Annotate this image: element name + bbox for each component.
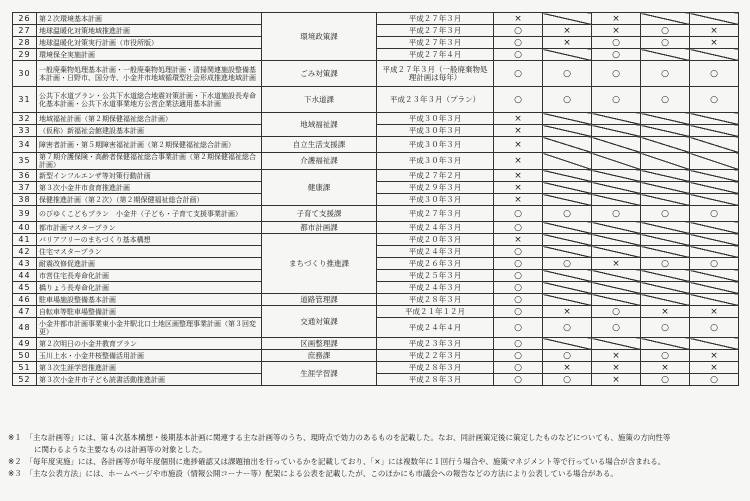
plan-number: 40 bbox=[13, 222, 37, 234]
formulation-date: 平成２２年３月 bbox=[377, 350, 494, 362]
table-row bbox=[13, 234, 739, 246]
not-applicable-cell bbox=[690, 282, 739, 294]
footnote-1-cont: に関わるような主要なものは計画等の対象とした。 bbox=[34, 445, 207, 454]
plan-name: 環境保全実施計画 bbox=[37, 49, 262, 61]
not-applicable-cell bbox=[543, 270, 592, 282]
not-applicable-cell bbox=[690, 222, 739, 234]
formulation-date: 平成２４年３月 bbox=[377, 222, 494, 234]
footnote-2: ※２ 「毎年度実施」には、各計画等が毎年度個別に進捗確認又は課題抽出を行っているかを記載しており、「×」には複数年に１回行う場合や、施策マネジメント等で行っている場合が含まれる。 bbox=[8, 457, 666, 466]
plan-number: 41 bbox=[13, 234, 37, 246]
formulation-date: 平成２３年３月 bbox=[377, 338, 494, 350]
plan-name: 一般廃棄物処理基本計画・一般廃棄物処理計画・清掃関連施設整備基本計画・日野市、国分寺、小金井市地域循環型社会形成推進地域計画 bbox=[37, 61, 262, 87]
not-applicable-cell bbox=[543, 338, 592, 350]
status-mark: ○ bbox=[641, 61, 690, 87]
status-mark: ○ bbox=[641, 37, 690, 49]
status-mark: ○ bbox=[494, 37, 543, 49]
not-applicable-cell bbox=[592, 153, 641, 170]
not-applicable-cell bbox=[543, 137, 592, 153]
formulation-date: 平成２６年３月 bbox=[377, 258, 494, 270]
footnotes bbox=[8, 432, 744, 480]
not-applicable-cell bbox=[592, 125, 641, 137]
plans-table-body bbox=[13, 13, 739, 386]
status-mark: ○ bbox=[690, 61, 739, 87]
not-applicable-cell bbox=[543, 294, 592, 306]
status-mark: ○ bbox=[592, 49, 641, 61]
plan-name: 市営住宅長寿命化計画 bbox=[37, 270, 262, 282]
plans-table-container bbox=[12, 12, 738, 386]
formulation-date: 平成２４年４月 bbox=[377, 318, 494, 338]
department: 区画整理課 bbox=[262, 338, 377, 350]
formulation-date: 平成２７年３月（一般廃棄物処理計画は毎年） bbox=[377, 61, 494, 87]
status-mark: ○ bbox=[494, 258, 543, 270]
plan-name: 玉川上水・小金井桜整備活用計画 bbox=[37, 350, 262, 362]
status-mark: × bbox=[641, 306, 690, 318]
formulation-date: 平成３０年３月 bbox=[377, 137, 494, 153]
status-mark: ○ bbox=[641, 318, 690, 338]
status-mark: × bbox=[543, 37, 592, 49]
department: 自立生活支援課 bbox=[262, 137, 377, 153]
not-applicable-cell bbox=[641, 113, 690, 125]
plan-number: 35 bbox=[13, 153, 37, 170]
not-applicable-cell bbox=[592, 270, 641, 282]
plan-name: （仮称）新福祉会館建設基本計画 bbox=[37, 125, 262, 137]
plan-number: 26 bbox=[13, 13, 37, 25]
not-applicable-cell bbox=[592, 113, 641, 125]
status-mark: × bbox=[592, 25, 641, 37]
formulation-date: 平成３０年３月 bbox=[377, 194, 494, 206]
status-mark: × bbox=[494, 137, 543, 153]
status-mark: ○ bbox=[494, 206, 543, 222]
department: 庶務課 bbox=[262, 350, 377, 362]
not-applicable-cell bbox=[690, 137, 739, 153]
not-applicable-cell bbox=[543, 246, 592, 258]
plan-name: 駐車場施設整備基本計画 bbox=[37, 294, 262, 306]
plan-number: 31 bbox=[13, 87, 37, 113]
formulation-date: 平成２４年３月 bbox=[377, 246, 494, 258]
status-mark: ○ bbox=[494, 25, 543, 37]
status-mark: ○ bbox=[494, 87, 543, 113]
formulation-date: 平成２７年３月 bbox=[377, 25, 494, 37]
status-mark: × bbox=[494, 234, 543, 246]
status-mark: ○ bbox=[641, 25, 690, 37]
not-applicable-cell bbox=[690, 49, 739, 61]
status-mark: ○ bbox=[641, 206, 690, 222]
not-applicable-cell bbox=[543, 153, 592, 170]
plan-name: 耐震改修促進計画 bbox=[37, 258, 262, 270]
not-applicable-cell bbox=[543, 194, 592, 206]
plan-name: 第３次生涯学習推進計画 bbox=[37, 362, 262, 374]
status-mark: × bbox=[690, 37, 739, 49]
not-applicable-cell bbox=[690, 125, 739, 137]
formulation-date: 平成２７年３月 bbox=[377, 13, 494, 25]
plan-number: 37 bbox=[13, 182, 37, 194]
plan-number: 32 bbox=[13, 113, 37, 125]
not-applicable-cell bbox=[641, 282, 690, 294]
plan-name: バリアフリーのまちづくり基本構想 bbox=[37, 234, 262, 246]
footnote-1: ※１ 「主な計画等」には、第４次基本構想・後期基本計画に関連する主な計画等のうち、現時点で効力のあるものを記載した。なお、同計画策定後に策定したものなどについても、施策の方向性等 bbox=[8, 433, 671, 442]
plan-number: 38 bbox=[13, 194, 37, 206]
formulation-date: 平成２７年４月 bbox=[377, 49, 494, 61]
not-applicable-cell bbox=[641, 125, 690, 137]
not-applicable-cell bbox=[641, 13, 690, 25]
table-row bbox=[13, 362, 739, 374]
status-mark: ○ bbox=[494, 282, 543, 294]
not-applicable-cell bbox=[641, 182, 690, 194]
formulation-date: 平成２９年３月 bbox=[377, 182, 494, 194]
status-mark: ○ bbox=[543, 374, 592, 386]
plan-number: 52 bbox=[13, 374, 37, 386]
status-mark: × bbox=[494, 153, 543, 170]
status-mark: × bbox=[690, 350, 739, 362]
plan-name: 自転車等駐車場整備計画 bbox=[37, 306, 262, 318]
status-mark: ○ bbox=[494, 338, 543, 350]
formulation-date: 平成２４年３月 bbox=[377, 282, 494, 294]
not-applicable-cell bbox=[592, 282, 641, 294]
not-applicable-cell bbox=[641, 246, 690, 258]
not-applicable-cell bbox=[641, 153, 690, 170]
not-applicable-cell bbox=[543, 13, 592, 25]
not-applicable-cell bbox=[641, 222, 690, 234]
status-mark: ○ bbox=[543, 318, 592, 338]
not-applicable-cell bbox=[690, 270, 739, 282]
status-mark: × bbox=[690, 306, 739, 318]
not-applicable-cell bbox=[690, 246, 739, 258]
plan-name: 第３次小金井市食育推進計画 bbox=[37, 182, 262, 194]
plan-name: 第３次小金井市子ども読書活動推進計画 bbox=[37, 374, 262, 386]
status-mark: ○ bbox=[494, 61, 543, 87]
status-mark: ○ bbox=[592, 318, 641, 338]
formulation-date: 平成２０年３月 bbox=[377, 234, 494, 246]
formulation-date: 平成３０年３月 bbox=[377, 125, 494, 137]
status-mark: ○ bbox=[690, 318, 739, 338]
plan-number: 28 bbox=[13, 37, 37, 49]
table-row bbox=[13, 338, 739, 350]
plan-number: 42 bbox=[13, 246, 37, 258]
plan-number: 36 bbox=[13, 170, 37, 182]
plan-number: 48 bbox=[13, 318, 37, 338]
not-applicable-cell bbox=[543, 49, 592, 61]
department: 環境政策課 bbox=[262, 13, 377, 61]
status-mark: ○ bbox=[690, 206, 739, 222]
status-mark: ○ bbox=[494, 246, 543, 258]
formulation-date: 平成２７年３月 bbox=[377, 206, 494, 222]
status-mark: ○ bbox=[641, 258, 690, 270]
plan-number: 46 bbox=[13, 294, 37, 306]
table-row bbox=[13, 206, 739, 222]
plan-name: 小金井都市計画事業東小金井駅北口土地区画整理事業計画（第３回変更） bbox=[37, 318, 262, 338]
status-mark: ○ bbox=[543, 61, 592, 87]
formulation-date: 平成２１年１２月 bbox=[377, 306, 494, 318]
department: 子育て支援課 bbox=[262, 206, 377, 222]
department: 生涯学習課 bbox=[262, 362, 377, 386]
status-mark: ○ bbox=[641, 87, 690, 113]
formulation-date: 平成２３年３月（プラン） bbox=[377, 87, 494, 113]
status-mark: ○ bbox=[690, 87, 739, 113]
not-applicable-cell bbox=[543, 222, 592, 234]
plan-name: 橋りょう長寿命化計画 bbox=[37, 282, 262, 294]
not-applicable-cell bbox=[690, 113, 739, 125]
status-mark: ○ bbox=[494, 374, 543, 386]
not-applicable-cell bbox=[690, 194, 739, 206]
not-applicable-cell bbox=[641, 270, 690, 282]
not-applicable-cell bbox=[690, 153, 739, 170]
department: 下水道課 bbox=[262, 87, 377, 113]
status-mark: ○ bbox=[494, 294, 543, 306]
status-mark: × bbox=[543, 306, 592, 318]
plan-name: 地域福祉計画（第２期保健福祉総合計画） bbox=[37, 113, 262, 125]
plan-number: 27 bbox=[13, 25, 37, 37]
not-applicable-cell bbox=[592, 338, 641, 350]
table-row bbox=[13, 137, 739, 153]
plan-name: 第２次明日の小金井教育プラン bbox=[37, 338, 262, 350]
status-mark: ○ bbox=[494, 318, 543, 338]
status-mark: × bbox=[592, 362, 641, 374]
status-mark: × bbox=[494, 194, 543, 206]
plan-name: 第２次環境基本計画 bbox=[37, 13, 262, 25]
not-applicable-cell bbox=[543, 234, 592, 246]
formulation-date: 平成２８年３月 bbox=[377, 362, 494, 374]
formulation-date: 平成２８年３月 bbox=[377, 294, 494, 306]
not-applicable-cell bbox=[690, 13, 739, 25]
plan-number: 33 bbox=[13, 125, 37, 137]
department: 都市計画課 bbox=[262, 222, 377, 234]
plan-number: 49 bbox=[13, 338, 37, 350]
plans-table bbox=[12, 12, 739, 386]
department: 交通対策課 bbox=[262, 306, 377, 338]
plan-name: 公共下水道プラン・公共下水道総合地震対策計画・下水道施設長寿命化基本計画・公共下水道事業地方公営企業法適用基本計画 bbox=[37, 87, 262, 113]
plan-name: 新型インフルエンザ等対策行動計画 bbox=[37, 170, 262, 182]
not-applicable-cell bbox=[690, 294, 739, 306]
department: 健康課 bbox=[262, 170, 377, 206]
status-mark: × bbox=[543, 25, 592, 37]
status-mark: × bbox=[494, 125, 543, 137]
not-applicable-cell bbox=[543, 113, 592, 125]
formulation-date: 平成２８年３月 bbox=[377, 374, 494, 386]
formulation-date: 平成３０年３月 bbox=[377, 113, 494, 125]
status-mark: ○ bbox=[592, 206, 641, 222]
plan-number: 43 bbox=[13, 258, 37, 270]
plan-name: 障害者計画・第５期障害福祉計画（第２期保健福祉総合計画） bbox=[37, 137, 262, 153]
status-mark: ○ bbox=[641, 350, 690, 362]
status-mark: × bbox=[592, 258, 641, 270]
formulation-date: 平成２５年３月 bbox=[377, 270, 494, 282]
status-mark: × bbox=[494, 13, 543, 25]
plan-name: 地球温暖化対策実行計画（市役所版） bbox=[37, 37, 262, 49]
plan-number: 29 bbox=[13, 49, 37, 61]
plan-number: 51 bbox=[13, 362, 37, 374]
table-row bbox=[13, 13, 739, 25]
not-applicable-cell bbox=[641, 137, 690, 153]
status-mark: × bbox=[494, 113, 543, 125]
status-mark: × bbox=[543, 362, 592, 374]
status-mark: ○ bbox=[592, 87, 641, 113]
not-applicable-cell bbox=[641, 294, 690, 306]
status-mark: ○ bbox=[543, 87, 592, 113]
department: 介護福祉課 bbox=[262, 153, 377, 170]
plan-number: 45 bbox=[13, 282, 37, 294]
not-applicable-cell bbox=[543, 282, 592, 294]
status-mark: ○ bbox=[494, 362, 543, 374]
not-applicable-cell bbox=[543, 182, 592, 194]
plan-name: 地球温暖化対策地域推進計画 bbox=[37, 25, 262, 37]
status-mark: ○ bbox=[543, 350, 592, 362]
status-mark: × bbox=[592, 374, 641, 386]
status-mark: × bbox=[641, 362, 690, 374]
status-mark: ○ bbox=[690, 374, 739, 386]
plan-number: 39 bbox=[13, 206, 37, 222]
status-mark: × bbox=[494, 170, 543, 182]
not-applicable-cell bbox=[592, 234, 641, 246]
plan-number: 30 bbox=[13, 61, 37, 87]
plan-name: のびゆくこどもプラン 小金井（子ども・子育て支援事業計画） bbox=[37, 206, 262, 222]
not-applicable-cell bbox=[690, 170, 739, 182]
status-mark: × bbox=[494, 182, 543, 194]
table-row bbox=[13, 153, 739, 170]
status-mark: × bbox=[592, 350, 641, 362]
not-applicable-cell bbox=[592, 182, 641, 194]
status-mark: ○ bbox=[641, 374, 690, 386]
status-mark: ○ bbox=[494, 350, 543, 362]
status-mark: ○ bbox=[494, 270, 543, 282]
status-mark: ○ bbox=[543, 258, 592, 270]
not-applicable-cell bbox=[690, 338, 739, 350]
plan-name: 保健推進計画（第２次）（第２期保健福祉総合計画） bbox=[37, 194, 262, 206]
table-row bbox=[13, 294, 739, 306]
not-applicable-cell bbox=[592, 246, 641, 258]
status-mark: ○ bbox=[494, 49, 543, 61]
not-applicable-cell bbox=[592, 137, 641, 153]
plan-number: 34 bbox=[13, 137, 37, 153]
table-row bbox=[13, 306, 739, 318]
plan-number: 50 bbox=[13, 350, 37, 362]
plan-name: 都市計画マスタープラン bbox=[37, 222, 262, 234]
status-mark: ○ bbox=[494, 306, 543, 318]
status-mark: ○ bbox=[690, 258, 739, 270]
formulation-date: 平成３０年３月 bbox=[377, 153, 494, 170]
table-row bbox=[13, 350, 739, 362]
table-row bbox=[13, 170, 739, 182]
plan-number: 47 bbox=[13, 306, 37, 318]
status-mark: × bbox=[592, 13, 641, 25]
status-mark: × bbox=[690, 25, 739, 37]
not-applicable-cell bbox=[592, 194, 641, 206]
not-applicable-cell bbox=[543, 125, 592, 137]
plan-name: 住宅マスタープラン bbox=[37, 246, 262, 258]
not-applicable-cell bbox=[641, 194, 690, 206]
department: ごみ対策課 bbox=[262, 61, 377, 87]
department: まちづくり推進課 bbox=[262, 234, 377, 294]
table-row bbox=[13, 222, 739, 234]
table-row bbox=[13, 87, 739, 113]
not-applicable-cell bbox=[690, 182, 739, 194]
not-applicable-cell bbox=[641, 338, 690, 350]
not-applicable-cell bbox=[641, 234, 690, 246]
status-mark: ○ bbox=[494, 222, 543, 234]
not-applicable-cell bbox=[592, 294, 641, 306]
not-applicable-cell bbox=[592, 222, 641, 234]
formulation-date: 平成２７年２月 bbox=[377, 170, 494, 182]
status-mark: ○ bbox=[592, 61, 641, 87]
status-mark: ○ bbox=[592, 306, 641, 318]
status-mark: × bbox=[690, 362, 739, 374]
not-applicable-cell bbox=[641, 49, 690, 61]
not-applicable-cell bbox=[641, 170, 690, 182]
footnote-3: ※３ 「主な公表方法」には、ホームページや市施設（情報公開コーナー等）配架による公表を記載したが、このほかにも市議会への報告などの方法により公表している場合がある。 bbox=[8, 469, 618, 478]
status-mark: ○ bbox=[543, 206, 592, 222]
not-applicable-cell bbox=[543, 170, 592, 182]
not-applicable-cell bbox=[592, 170, 641, 182]
plan-name: 第７期介護保険・高齢者保健福祉総合事業計画（第２期保健福祉総合計画） bbox=[37, 153, 262, 170]
status-mark: ○ bbox=[592, 37, 641, 49]
department: 地域福祉課 bbox=[262, 113, 377, 137]
plan-number: 44 bbox=[13, 270, 37, 282]
department: 道路管理課 bbox=[262, 294, 377, 306]
formulation-date: 平成２７年３月 bbox=[377, 37, 494, 49]
table-row bbox=[13, 61, 739, 87]
not-applicable-cell bbox=[690, 234, 739, 246]
table-row bbox=[13, 113, 739, 125]
